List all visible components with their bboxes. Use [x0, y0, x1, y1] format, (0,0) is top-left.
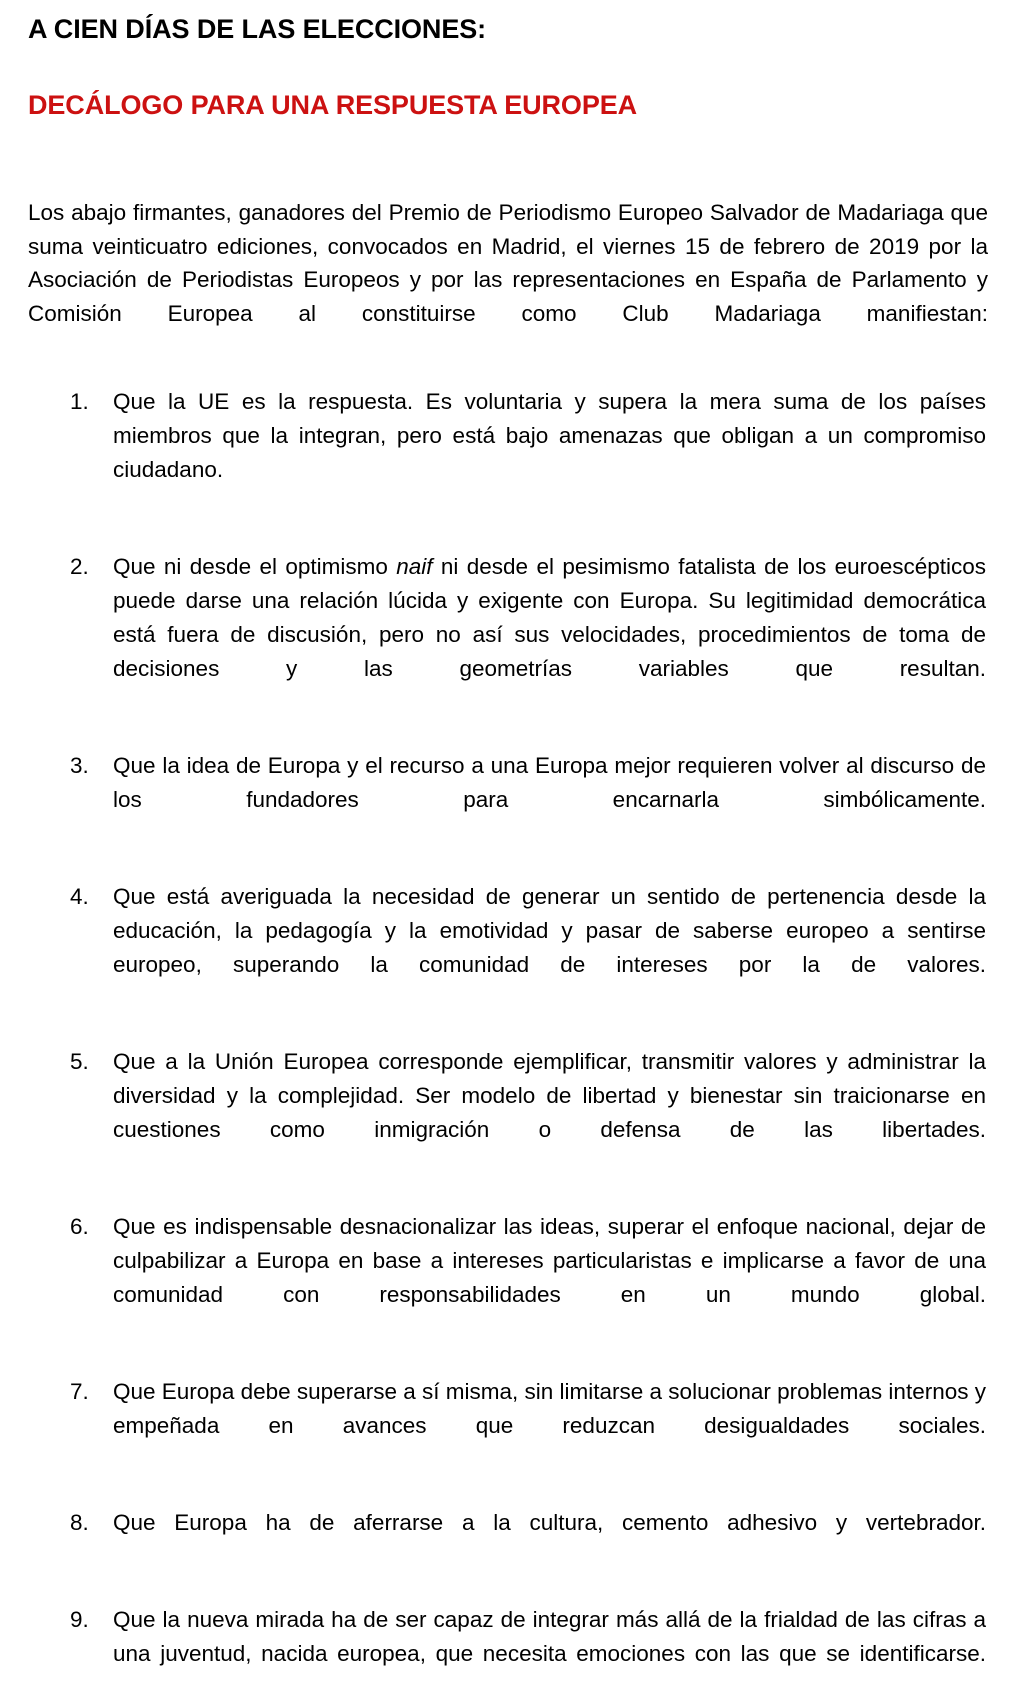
list-item [28, 1375, 988, 1477]
manifesto-list [28, 385, 988, 1705]
list-item-text: Que la nueva mirada ha de ser capaz de integrar más allá de la frialdad de las cifras a una juventud, nacida europea, que necesita emociones con las que se identificarse. [113, 1607, 986, 1666]
list-item [28, 880, 988, 1016]
page-title: A CIEN DÍAS DE LAS ELECCIONES: [28, 14, 487, 44]
list-item [28, 385, 988, 521]
list-item-text: Que Europa ha de aferrarse a la cultura, cemento adhesivo y vertebrador. [113, 1510, 986, 1535]
list-item-text-part: ni desde el pesimismo fatalista de los euroescépticos puede darse una relación lúcida y exigente con Europa. Su legitimidad democrática está fuera de discusión, pero no así sus velocidades, procedimientos de toma de decisiones y las geometrías variables que resultan. [113, 554, 986, 681]
list-item [28, 749, 988, 851]
list-item-number: 9. [70, 1607, 89, 1632]
list-item-number: 2. [70, 554, 89, 579]
list-item-number: 3. [70, 753, 89, 778]
list-item [28, 1603, 988, 1705]
list-item-text: Que está averiguada la necesidad de generar un sentido de pertenencia desde la educación, la pedagogía y la emotividad y pasar de saberse europeo a sentirse europeo, superando la comunidad de intereses por la de valores. [113, 884, 986, 977]
emphasis-naif: naif [396, 554, 433, 579]
list-item-text-part: Que ni desde el optimismo [113, 554, 397, 579]
list-item-number: 4. [70, 884, 89, 909]
list-item-text: Que es indispensable desnacionalizar las ideas, superar el enfoque nacional, dejar de culpabilizar a Europa en base a intereses particularistas e implicarse a favor de una comunidad con responsabilidades en un mundo global. [113, 1214, 986, 1307]
list-item-text: Que Europa debe superarse a sí misma, sin limitarse a solucionar problemas internos y empeñada en avances que reduzcan desigualdades sociales. [113, 1379, 986, 1438]
list-item-number: 7. [70, 1379, 89, 1404]
list-item-text: Que la idea de Europa y el recurso a una Europa mejor requieren volver al discurso de los fundadores para encarnarla simbólicamente. [113, 753, 986, 812]
list-item-text: Que a la Unión Europea corresponde ejemplificar, transmitir valores y administrar la diversidad y la complejidad. Ser modelo de libertad y bienestar sin traicionarse en cuestiones como inmigración o defensa de las libertades. [113, 1049, 986, 1142]
list-item [28, 1045, 988, 1181]
list-item [28, 1210, 988, 1346]
list-item [28, 1506, 988, 1574]
list-item-number: 8. [70, 1510, 89, 1535]
list-item-number: 1. [70, 389, 89, 414]
document-heading-block [28, 14, 990, 122]
list-item [28, 550, 988, 720]
intro-paragraph: Los abajo firmantes, ganadores del Premio de Periodismo Europeo Salvador de Madariaga que suma veinticuatro ediciones, convocados en Madrid, el viernes 15 de febrero de 2019 por la Asociación de Periodistas Europeos y por las representaciones en España de Parlamento y Comisión Europea al constituirse como Club Madariaga manifiestan: [28, 200, 988, 326]
list-item-number: 6. [70, 1214, 89, 1239]
list-item-text: Que la UE es la respuesta. Es voluntaria y supera la mera suma de los países miembros que la integran, pero está bajo amenazas que obligan a un compromiso ciudadano. [113, 389, 986, 482]
list-item-text [113, 550, 988, 720]
page-subtitle: DECÁLOGO PARA UNA RESPUESTA EUROPEA [28, 89, 638, 120]
list-item-number: 5. [70, 1049, 89, 1074]
